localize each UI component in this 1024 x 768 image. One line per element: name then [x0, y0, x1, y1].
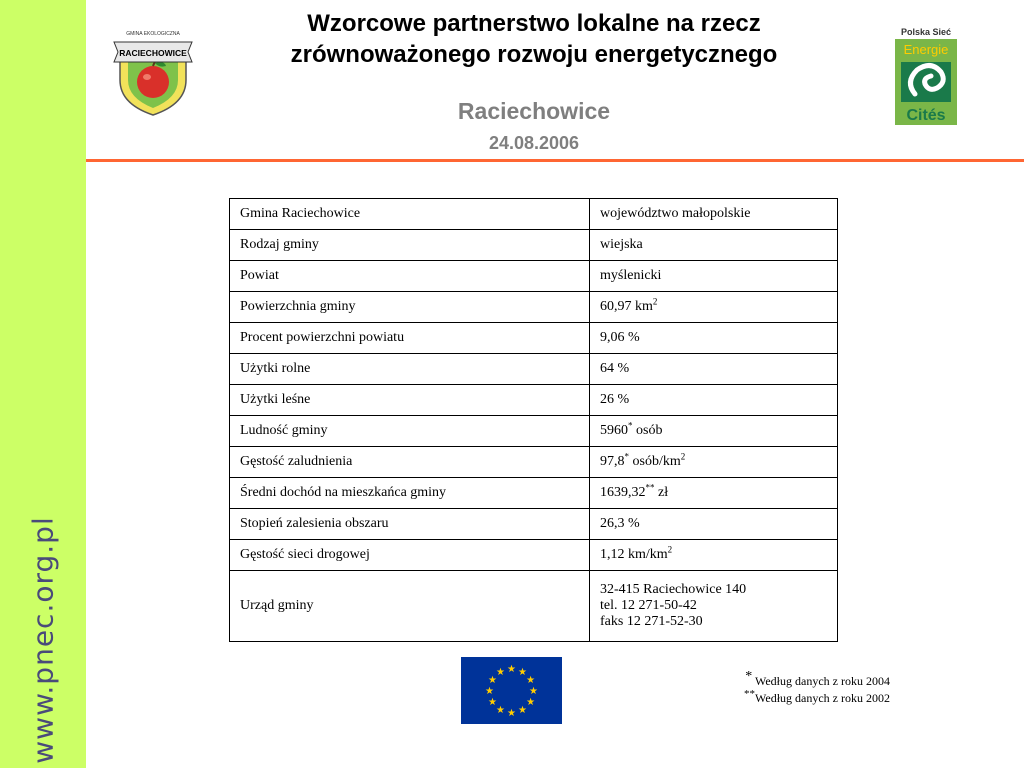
eu-star: ★	[526, 697, 536, 708]
table-row	[230, 261, 838, 292]
row-value: 64 %	[590, 354, 838, 385]
row-label: Użytki rolne	[230, 354, 590, 385]
row-label: Stopień zalesienia obszaru	[230, 509, 590, 540]
raciechowice-crest-logo	[108, 22, 198, 117]
header-divider	[86, 159, 1024, 162]
eu-star: ★	[487, 697, 497, 708]
row-value: 1,12 $km/km^2$	[590, 540, 838, 571]
eu-star: ★	[507, 664, 516, 675]
row-value: 5960* osób	[590, 416, 838, 447]
row-value: 1639,32** zł	[590, 478, 838, 509]
eu-star: ★	[507, 708, 516, 719]
office-address: 32-415 Raciechowice 140	[600, 582, 747, 597]
table-row	[230, 354, 838, 385]
table-row	[230, 230, 838, 261]
website-url[interactable]: www.pnec.org.pl	[26, 516, 60, 764]
row-value: 26,3 %	[590, 509, 838, 540]
footnote-2004: * Według danych z roku 2004	[745, 669, 890, 688]
footnotes	[690, 669, 890, 707]
title-line-2: zrównoważonego rozwoju energetycznego	[290, 41, 778, 68]
row-label: Rodzaj gminy	[230, 230, 590, 261]
row-label: Gęstość sieci drogowej	[230, 540, 590, 571]
table-row-office	[230, 571, 838, 642]
row-value: myślenicki	[590, 261, 838, 292]
eu-flag-icon	[461, 657, 562, 724]
eu-star: ★	[526, 675, 536, 686]
eu-star: ★	[487, 675, 497, 686]
row-label: Użytki leśne	[230, 385, 590, 416]
pnec-logo-line2: Energie	[903, 42, 949, 57]
footnote-2002: **Według danych z roku 2002	[744, 688, 890, 705]
row-label: Średni dochód na mieszkańca gminy	[230, 478, 590, 509]
row-label: Gmina Raciechowice	[230, 199, 590, 230]
page-date: 24.08.2006	[488, 133, 580, 153]
page-title	[200, 8, 868, 70]
eu-star: ★	[518, 705, 527, 717]
row-label: Procent powierzchni powiatu	[230, 323, 590, 354]
table-row	[230, 292, 838, 323]
row-value: 97,8* osób/$km^2$	[590, 447, 838, 478]
row-value: wiejska	[590, 230, 838, 261]
row-label: Powierzchnia gminy	[230, 292, 590, 323]
row-label: Powiat	[230, 261, 590, 292]
crest-top-text: GMINA EKOLOGICZNA	[126, 31, 180, 37]
table-row	[230, 416, 838, 447]
table-row	[230, 323, 838, 354]
table-row	[230, 540, 838, 571]
eu-star: ★	[496, 705, 505, 717]
row-label: Urząd gminy	[230, 571, 590, 642]
table-row	[230, 447, 838, 478]
pnec-logo-line3: Cités	[906, 107, 946, 124]
table-row	[230, 385, 838, 416]
sidebar	[0, 0, 86, 768]
row-value: 60,97 $km^2$	[590, 292, 838, 323]
table-row	[230, 509, 838, 540]
table-row	[230, 478, 838, 509]
office-phone: tel. 12 271-50-42	[600, 598, 697, 613]
eu-star: ★	[529, 686, 538, 697]
municipality-info-table	[229, 198, 838, 642]
page-subtitle: Raciechowice	[457, 98, 611, 124]
row-label: Gęstość zaludnienia	[230, 447, 590, 478]
eu-star: ★	[485, 686, 494, 697]
row-value: 26 %	[590, 385, 838, 416]
office-contact	[590, 571, 838, 642]
row-value: województwo małopolskie	[590, 199, 838, 230]
eu-star: ★	[496, 666, 505, 678]
pnec-energie-cites-logo	[893, 24, 959, 126]
table-row	[230, 199, 838, 230]
office-fax: faks 12 271-52-30	[600, 614, 703, 629]
title-line-1: Wzorcowe partnerstwo lokalne na rzecz	[307, 10, 761, 37]
row-label: Ludność gminy	[230, 416, 590, 447]
pnec-logo-line1: Polska Sieć	[900, 27, 952, 37]
eu-star: ★	[518, 666, 527, 678]
crest-banner-text: RACIECHOWICE	[119, 48, 187, 58]
row-value: 9,06 %	[590, 323, 838, 354]
